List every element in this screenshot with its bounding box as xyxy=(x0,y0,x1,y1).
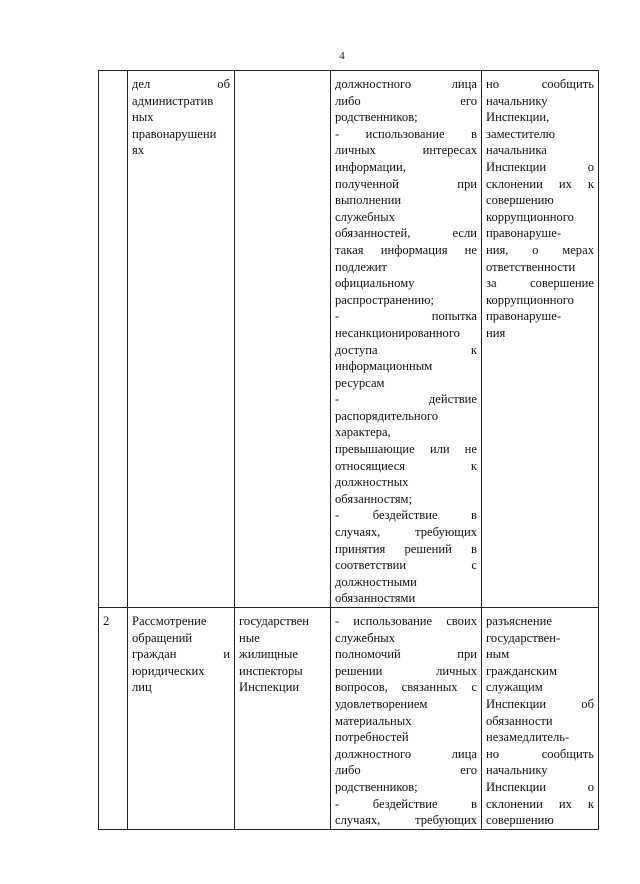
text-line: коррупционного xyxy=(486,209,574,224)
text-line: коррупционного xyxy=(486,292,574,307)
text-line: решении личных xyxy=(335,663,477,678)
risks-text xyxy=(335,76,477,607)
text-line: ния xyxy=(486,325,506,340)
text-line: должностного лица xyxy=(335,746,477,761)
text-line: - бездействие в xyxy=(335,796,477,811)
measures-text xyxy=(486,613,594,829)
text-line: - использование в xyxy=(335,126,477,141)
text-line: склонении их к xyxy=(486,796,594,811)
text-line: инспекторы xyxy=(239,663,303,678)
text-line: должностными xyxy=(335,574,417,589)
text-line: случаях, требующих xyxy=(335,525,477,540)
text-line: граждан и xyxy=(132,647,230,662)
row-number-cell xyxy=(99,608,128,830)
text-line: совершению xyxy=(486,813,554,828)
positions-cell xyxy=(235,71,331,608)
text-line: должностных xyxy=(335,475,409,490)
text-line: правонаруше- xyxy=(486,309,562,324)
text-line: Инспекции о xyxy=(486,779,594,794)
text-line: официальному xyxy=(335,276,415,291)
text-line: обязанности xyxy=(486,713,553,728)
text-line: полученной при xyxy=(335,176,477,191)
text-line: личных интересах xyxy=(335,143,477,158)
text-line: но сообщить xyxy=(486,746,594,761)
text-line: юридических xyxy=(132,663,205,678)
text-line: характера, xyxy=(335,425,391,440)
text-line: несанкционированного xyxy=(335,325,460,340)
text-line: превышающие или не xyxy=(335,442,477,457)
text-line: государствен xyxy=(239,614,309,628)
text-line: - попытка xyxy=(335,309,477,324)
measures-cell xyxy=(482,71,599,608)
text-line: ресурсам xyxy=(335,375,385,390)
row-number: 2 xyxy=(103,614,110,628)
text-line: родственников; xyxy=(335,110,418,125)
text-line: обращений xyxy=(132,630,193,645)
text-line: удовлетворением xyxy=(335,696,428,711)
text-line: государствен- xyxy=(486,630,561,645)
text-line: гражданским xyxy=(486,663,557,678)
text-line: выполнении xyxy=(335,193,402,208)
text-line: лиц xyxy=(132,680,152,695)
text-line: Инспекции об xyxy=(486,696,594,711)
text-line: но сообщить xyxy=(486,77,594,91)
risks-cell xyxy=(331,608,482,830)
positions-cell xyxy=(235,608,331,830)
function-cell xyxy=(128,71,235,608)
text-line: случаях, требующих xyxy=(335,813,477,828)
text-line: информационным xyxy=(335,359,433,374)
text-line: совершению xyxy=(486,193,554,208)
text-line: такая информация не xyxy=(335,242,477,257)
text-line: незамедлитель- xyxy=(486,730,570,745)
risks-cell xyxy=(331,71,482,608)
text-line: за совершение xyxy=(486,276,594,291)
text-line: материальных xyxy=(335,713,412,728)
risks-text xyxy=(335,613,477,829)
text-line: полномочий при xyxy=(335,647,477,662)
text-line: жилищные xyxy=(239,647,298,662)
function-cell xyxy=(128,608,235,830)
text-line: подлежит xyxy=(335,259,387,274)
table-row xyxy=(99,608,599,830)
positions-text xyxy=(239,613,326,696)
row-number-cell xyxy=(99,71,128,608)
measures-cell xyxy=(482,608,599,830)
text-line: - использование своих xyxy=(335,614,477,628)
text-line: начальнику xyxy=(486,93,548,108)
text-line: начальника xyxy=(486,143,547,158)
text-line: разъяснение xyxy=(486,614,552,628)
text-line: потребностей xyxy=(335,730,409,745)
text-line: либо его xyxy=(335,93,477,108)
text-line: административ xyxy=(132,93,214,108)
text-line: начальнику xyxy=(486,763,548,778)
text-line: информации, xyxy=(335,159,406,174)
text-line: - бездействие в xyxy=(335,508,477,523)
text-line: служащим xyxy=(486,680,543,695)
corruption-risk-table xyxy=(98,70,599,830)
text-line: Инспекции, xyxy=(486,110,550,125)
text-line: обязанностями xyxy=(335,591,416,606)
text-line: либо его xyxy=(335,763,477,778)
text-line: Инспекции о xyxy=(486,159,594,174)
text-line: доступа к xyxy=(335,342,477,357)
text-line: ных xyxy=(132,110,154,125)
text-line: правонарушени xyxy=(132,126,217,141)
text-line: должностного лица xyxy=(335,77,477,91)
text-line: ния, о мерах xyxy=(486,242,594,257)
text-line: распространению; xyxy=(335,292,434,307)
text-line: Инспекции xyxy=(239,680,300,695)
measures-text xyxy=(486,76,594,342)
text-line: относящиеся к xyxy=(335,458,477,473)
text-line: - действие xyxy=(335,392,477,407)
function-text xyxy=(132,76,230,159)
text-line: дел об xyxy=(132,77,230,91)
text-line: вопросов, связанных с xyxy=(335,680,477,695)
text-line: обязанностей, если xyxy=(335,226,477,241)
text-line: принятия решений в xyxy=(335,541,477,556)
text-line: родственников; xyxy=(335,779,418,794)
text-line: ным xyxy=(486,647,510,662)
text-line: соответствии с xyxy=(335,558,477,573)
text-line: служебных xyxy=(335,209,396,224)
function-text xyxy=(132,613,230,696)
text-line: ответственности xyxy=(486,259,576,274)
text-line: ях xyxy=(132,143,145,158)
text-line: служебных xyxy=(335,630,396,645)
text-line: Рассмотрение xyxy=(132,614,207,628)
text-line: правонаруше- xyxy=(486,226,562,241)
text-line: заместителю xyxy=(486,126,556,141)
text-line: ные xyxy=(239,630,260,645)
text-line: распорядительного xyxy=(335,408,439,423)
text-line: склонении их к xyxy=(486,176,594,191)
text-line: обязанностям; xyxy=(335,491,413,506)
page-number: 4 xyxy=(339,50,345,62)
table-row xyxy=(99,71,599,608)
